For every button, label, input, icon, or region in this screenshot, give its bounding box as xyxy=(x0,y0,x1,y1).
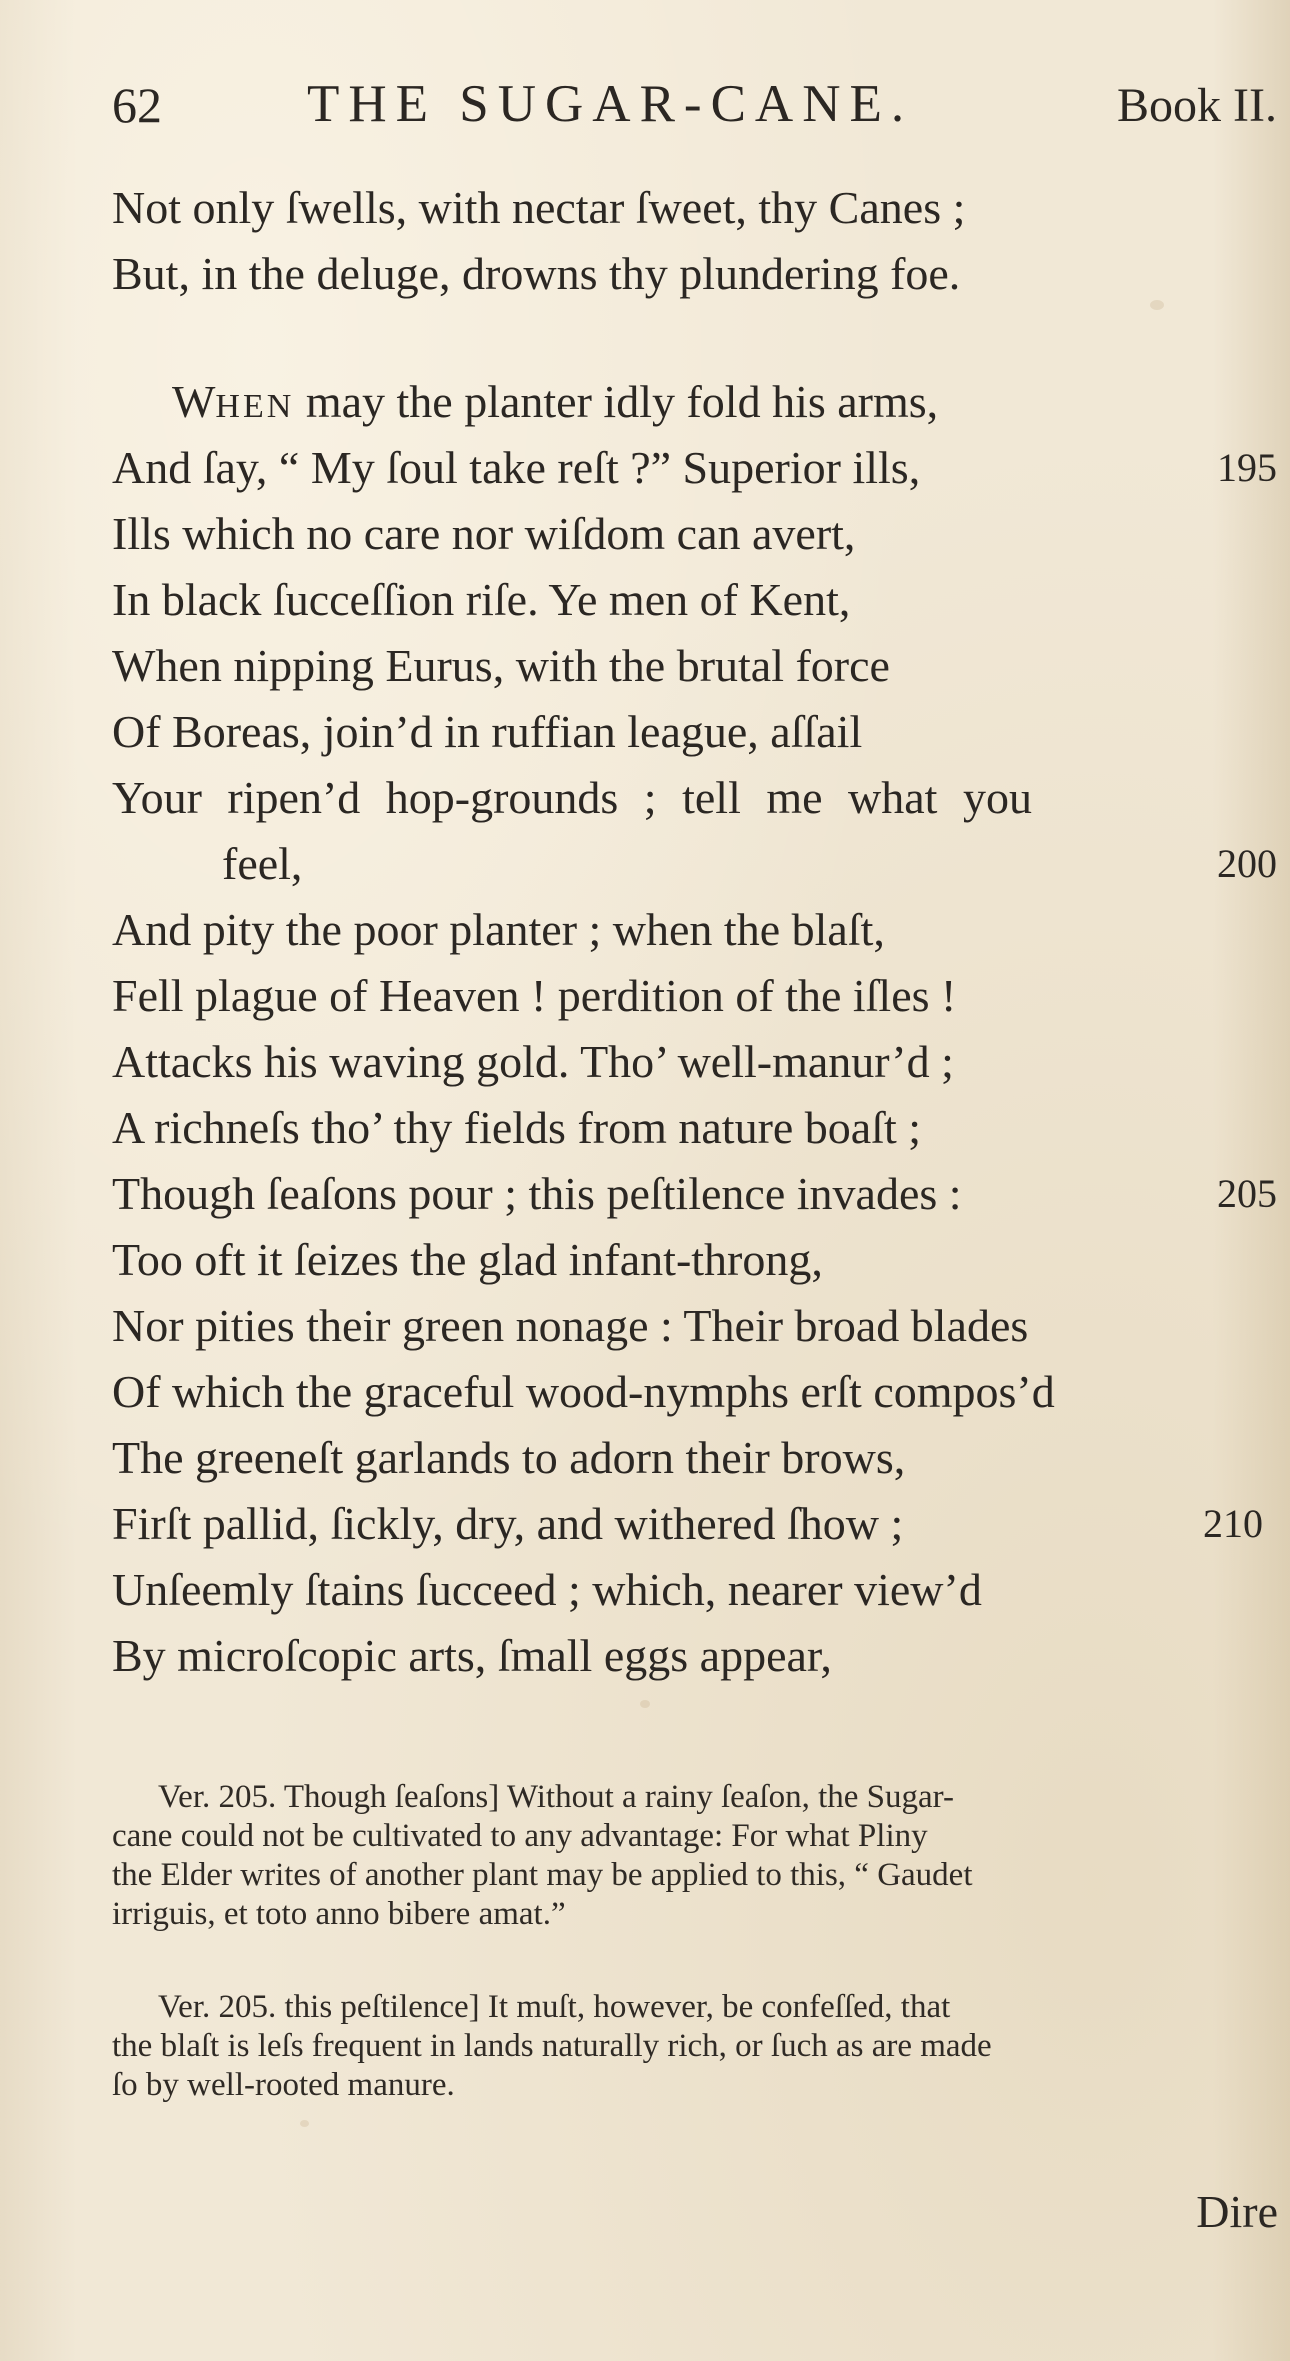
verse-line xyxy=(112,1095,1277,1161)
verse-line-text: In black ſucceſſion riſe. Ye men of Kent, xyxy=(112,574,851,625)
footnote-line: the blaſt is leſs frequent in lands naturally rich, or ſuch as are made xyxy=(112,2028,992,2064)
verse-line xyxy=(112,175,1277,241)
verse-line xyxy=(112,435,1277,501)
verse-line-text: feel, xyxy=(222,838,303,889)
verse-line xyxy=(222,831,1277,897)
verse-line-text: Too oft it ſeizes the glad infant-throng, xyxy=(112,1234,823,1285)
verse-line xyxy=(112,633,1277,699)
verse-line xyxy=(112,241,1277,307)
verse-line-text: But, in the deluge, drowns thy plundering foe. xyxy=(112,248,961,299)
catchword: Dire xyxy=(1196,2186,1278,2237)
verse-line xyxy=(112,1623,1277,1689)
verse-line xyxy=(112,963,1277,1029)
footnote-line: ſo by well-rooted manure. xyxy=(112,2067,455,2103)
verse-line xyxy=(112,1557,1277,1623)
verse-line-text: may the planter idly fold his arms, xyxy=(294,376,939,427)
verse-line-text: Firſt pallid, ſickly, dry, and withered ſhow ; xyxy=(112,1498,904,1549)
line-number: 195 xyxy=(1217,445,1277,490)
verse-line xyxy=(112,1293,1277,1359)
verse-line-text: And ſay, “ My ſoul take reſt ?” Superior ills, xyxy=(112,442,921,493)
foxing-spot xyxy=(300,2120,309,2127)
footnote-line: cane could not be cultivated to any advantage: For what Pliny xyxy=(112,1818,928,1854)
verse-line-text: The greeneſt garlands to adorn their brows, xyxy=(112,1432,906,1483)
verse-line-text: When nipping Eurus, with the brutal force xyxy=(112,640,890,691)
verse-line xyxy=(112,567,1277,633)
verse-line xyxy=(112,765,1277,831)
verse-line-text: Nor pities their green nonage : Their broad blades xyxy=(112,1300,1029,1351)
verse-line xyxy=(112,897,1277,963)
verse-line xyxy=(112,1161,1277,1227)
line-number: 200 xyxy=(1217,841,1277,886)
verse-line-text: Attacks his waving gold. Tho’ well-manur’d ; xyxy=(112,1036,954,1087)
foxing-spot xyxy=(640,1700,650,1708)
verse-line-text: Unſeemly ſtains ſucceed ; which, nearer view’d xyxy=(112,1564,982,1615)
verse-line-text: A richneſs tho’ thy fields from nature boaſt ; xyxy=(112,1102,922,1153)
verse-line xyxy=(112,1359,1277,1425)
verse-line xyxy=(112,1491,1277,1557)
verse-line xyxy=(112,699,1277,765)
line-number: 205 xyxy=(1217,1171,1277,1216)
verse-line xyxy=(172,369,1277,440)
footnote-line: the Elder writes of another plant may be applied to this, “ Gaudet xyxy=(112,1857,973,1893)
footnote-line: Ver. 205. this peſtilence] It muſt, however, be confeſſed, that xyxy=(158,1989,951,2025)
line-number: 210 xyxy=(1203,1501,1263,1546)
book-label: Book II. xyxy=(1117,79,1277,132)
running-title: THE SUGAR-CANE. xyxy=(307,75,914,133)
verse-line-text: Of which the graceful wood-nymphs erſt compos’d xyxy=(112,1366,1055,1417)
verse-line-text: Not only ſwells, with nectar ſweet, thy Canes ; xyxy=(112,182,966,233)
verse-line-text: Fell plague of Heaven ! perdition of the iſles ! xyxy=(112,970,957,1021)
verse-line-text: And pity the poor planter ; when the blaſt, xyxy=(112,904,885,955)
verse-line xyxy=(112,1425,1277,1491)
running-header xyxy=(112,68,1277,148)
page-number: 62 xyxy=(112,77,162,133)
verse-line-text: Ills which no care nor wiſdom can avert, xyxy=(112,508,856,559)
footnote-line: irriguis, et toto anno bibere amat.” xyxy=(112,1896,566,1932)
footnote xyxy=(112,1988,1277,2105)
verse-line xyxy=(112,1227,1277,1293)
small-caps-lead-word: WHEN xyxy=(172,376,295,427)
verse-line-text: Of Boreas, join’d in ruffian league, aſſail xyxy=(112,706,863,757)
verse-line xyxy=(112,501,1277,567)
footnote xyxy=(112,1778,1277,1934)
footnote-line: Ver. 205. Though ſeaſons] Without a rainy ſeaſon, the Sugar- xyxy=(158,1779,954,1815)
verse-line-text: By microſcopic arts, ſmall eggs appear, xyxy=(112,1630,832,1681)
verse-line-text: Your ripen’d hop-grounds ; tell me what you xyxy=(112,772,1032,823)
verse-line-text: Though ſeaſons pour ; this peſtilence invades : xyxy=(112,1168,962,1219)
verse-line xyxy=(112,1029,1277,1095)
